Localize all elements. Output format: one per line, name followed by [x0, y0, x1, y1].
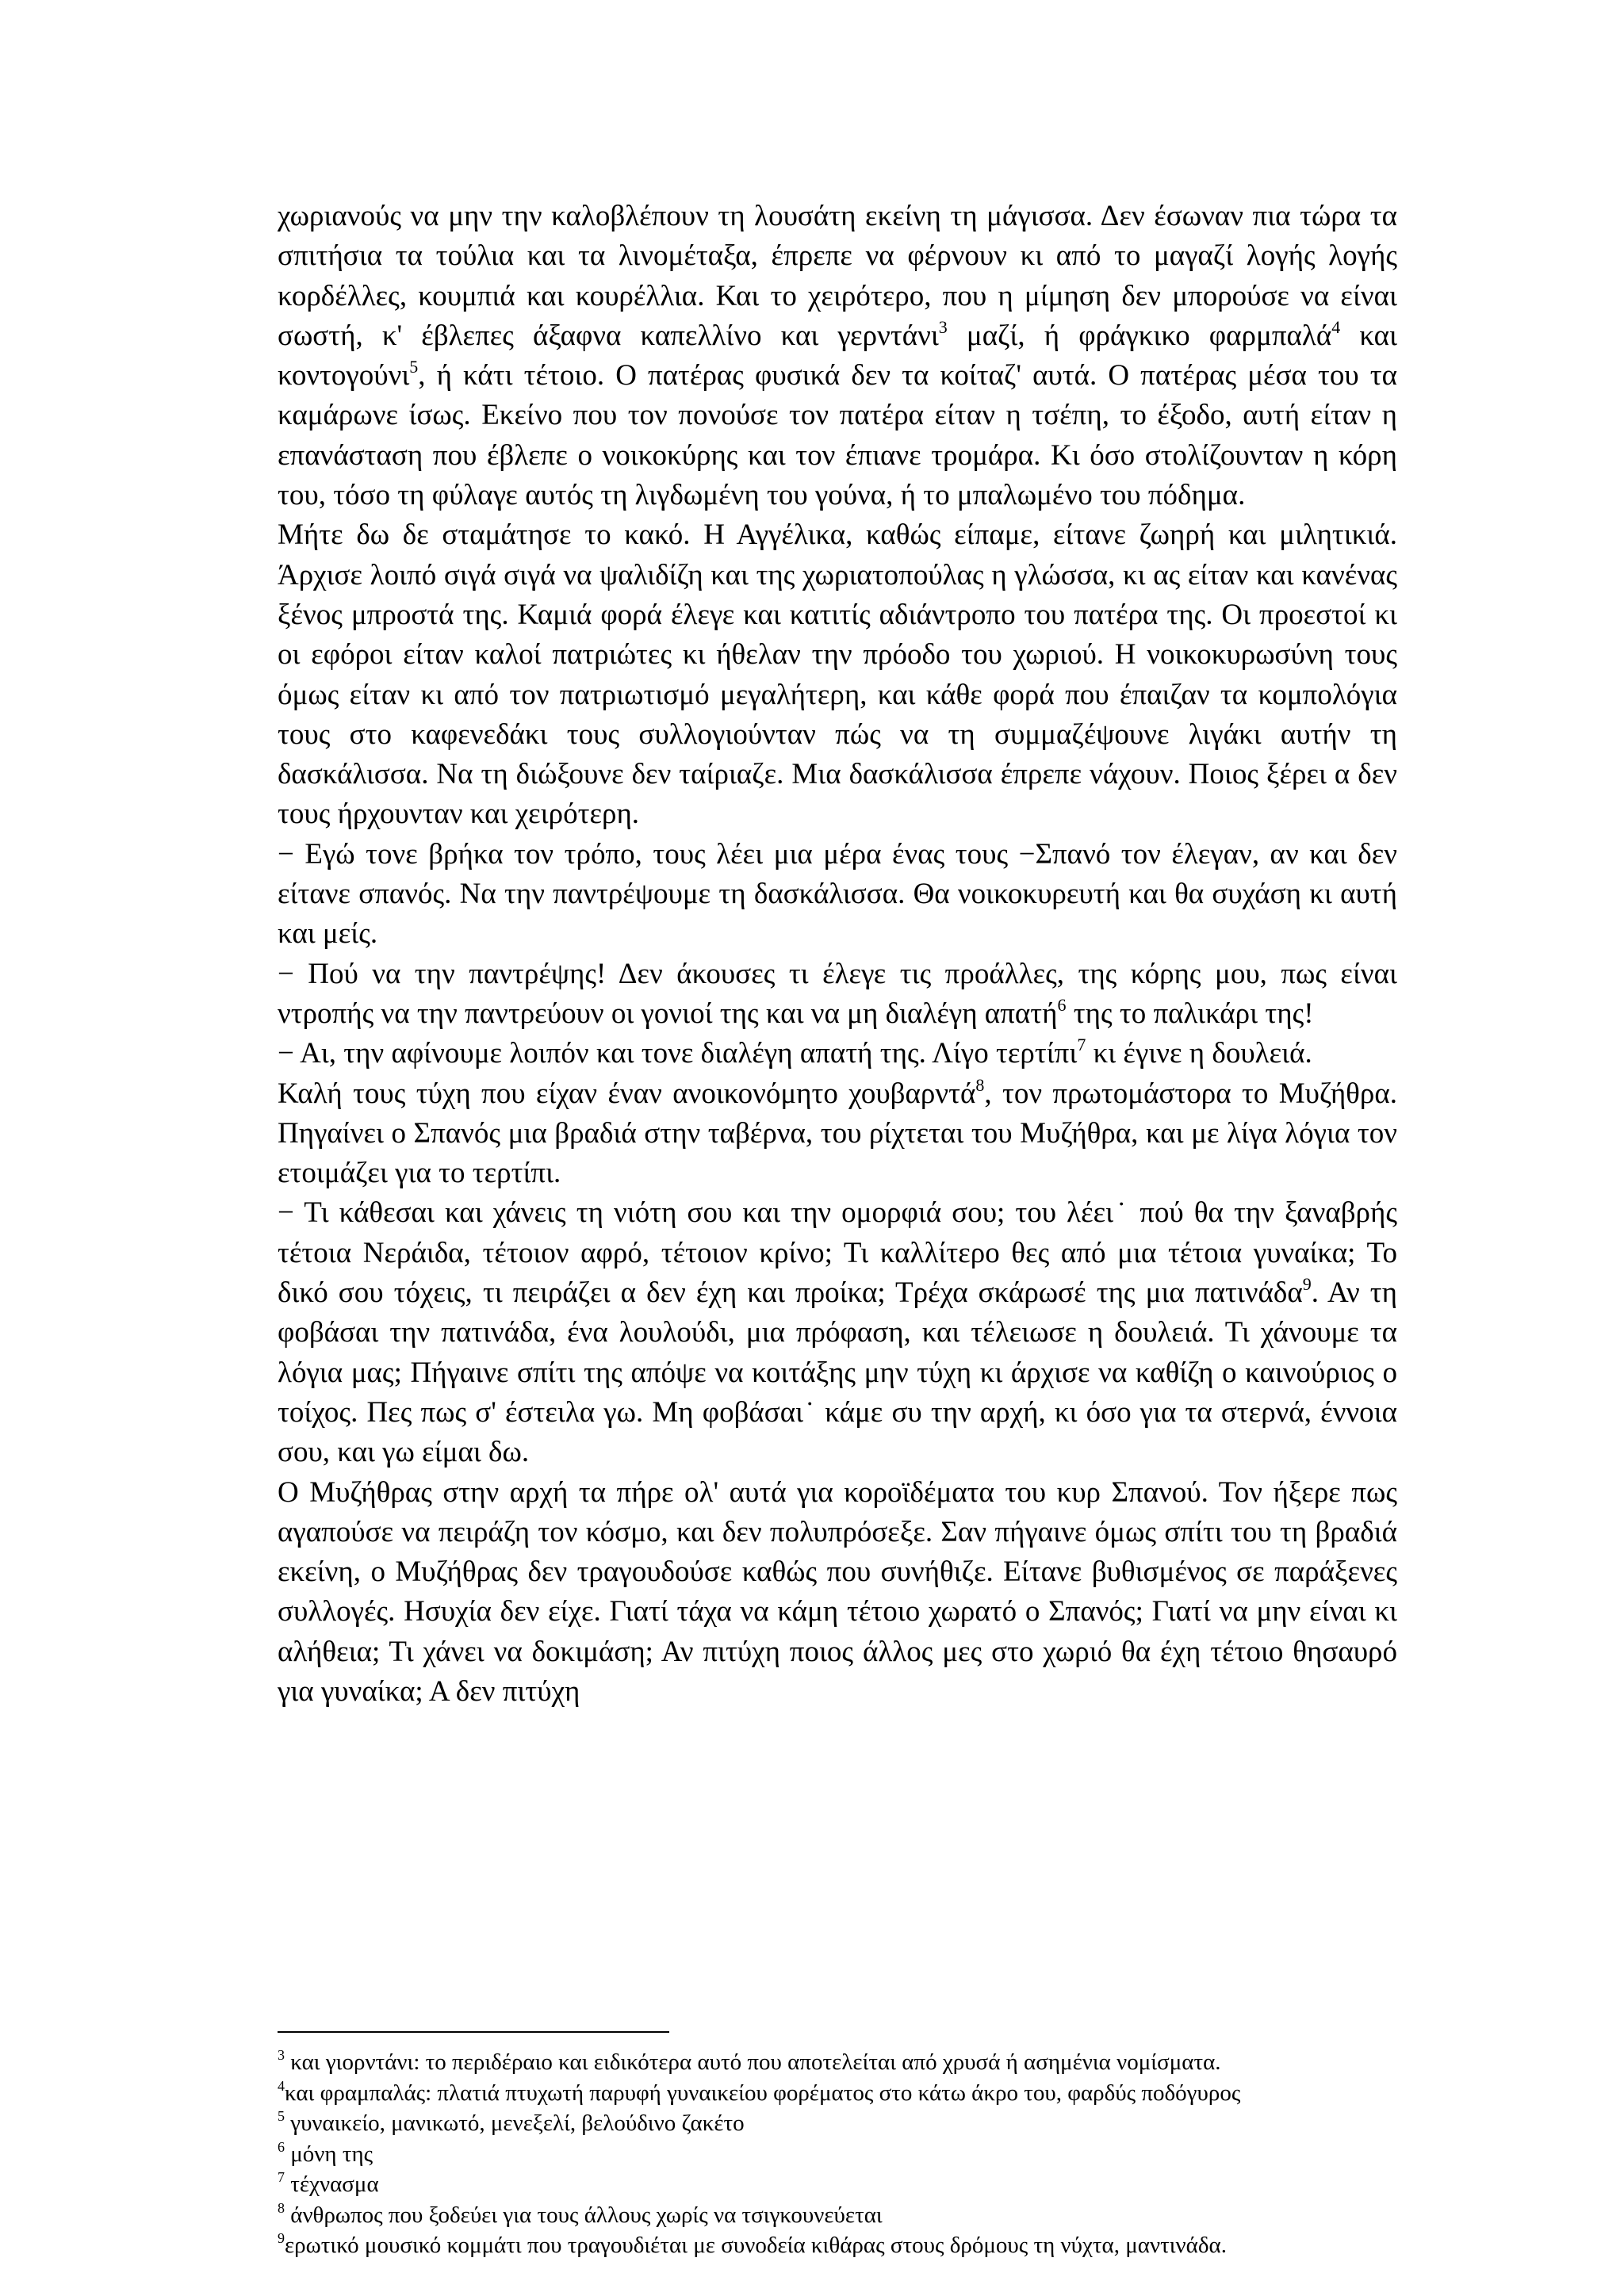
text-run: , τον πρωτομάστορα το Μυζήθρα. Πηγαίνει ο Σπανός μια βραδιά στην ταβέρνα, του ρίχτεται του Μυζήθρα, και με λίγα λόγια τον ετοιμάζει για το τερτίπι. — [278, 1077, 1397, 1190]
footnote-ref: 8 — [975, 1074, 985, 1095]
footnote-number: 9 — [278, 2230, 285, 2246]
footnote — [278, 2230, 1467, 2261]
footnote-text: μόνη της — [285, 2141, 373, 2167]
footnote-number: 8 — [278, 2199, 285, 2216]
footnote-ref: 5 — [409, 357, 419, 377]
text-run: Μήτε δω δε σταμάτησε το κακό. Η Αγγέλικα, καθώς είπαμε, είτανε ζωηρή και μιλητικιά. Άρχισε λοιπό σιγά σιγά να ψαλιδίζη και της χωριατοπούλας η γλώσσα, κι ας είταν και κανένας ξένος μπροστά της. Καμιά φορά έλεγε και κατιτίς αδιάντροπο του πατέρα της. Οι προεστοί κι οι εφόροι είταν καλοί πατριώτες κι ήθελαν την πρόοδο του χωριού. Η νοικοκυρωσύνη τους όμως είταν κι από τον πατριωτισμό μεγαλήτερη, και κάθε φορά που έπαιζαν τα κομπολόγια τους στο καφενεδάκι τους συλλογιούνταν πώς να τη συμμαζέψουνε λιγάκι αυτήν τη δασκάλισσα. Να τη διώξουνε δεν ταίριαζε. Μια δασκάλισσα έπρεπε νάχουν. Ποιος ξέρει α δεν τους ήρχουνταν και χειρότερη. — [278, 519, 1397, 831]
text-run: − Τι κάθεσαι και χάνεις τη νιότη σου και την ομορφιά σου; του λέει˙ πού θα την ξαναβρής τέτοια Νεράιδα, τέτοιον αφρό, τέτοιον κρίνο; Τι καλλίτερο θες από μια τέτοια γυναίκα; Το δικό σου τόχεις, τι πειράζει α δεν έχη και προίκα; Τρέχα σκάρωσέ της μια πατινάδα — [278, 1196, 1397, 1310]
text-run: . Αν τη φοβάσαι την πατινάδα, ένα λουλούδι, μια πρόφαση, και τέλειωσε η δουλειά. Τι χάνουμε τα λόγια μας; Πήγαινε σπίτι της απόψε να κοιτάξης μην τύχη κι άρχισε να καθίζη ο καινούριος ο τοίχος. Πες πως σ' έστειλα γω. Μη φοβάσαι˙ κάμε συ την αρχή, κι όσο για τα στερνά, έννοια σου, και γω είμαι δω. — [278, 1276, 1397, 1469]
text-run: χωριανούς να μην την καλοβλέπουν τη λουσάτη εκείνη τη μάγισσα. Δεν έσωναν πια τώρα τα σπιτήσια τα τούλια και τα λινομέταξα, έπρεπε να φέρνουν κι από το μαγαζί λογής λογής κορδέλλες, κουμπιά και κουρέλλια. Και το χειρότερο, που η μίμηση δεν μπορούσε να είναι σωστή, κ' έβλεπες άξαφνα καπελλίνο και γερντάνι — [278, 200, 1397, 352]
paragraph — [278, 1074, 1397, 1194]
footnote — [278, 2139, 1467, 2170]
footnote-number: 3 — [278, 2047, 285, 2063]
footnote — [278, 2169, 1467, 2200]
text-run: Ο Μυζήθρας στην αρχή τα πήρε ολ' αυτά για κοροϊδέματα του κυρ Σπανού. Τον ήξερε πως αγαπούσε να πειράζη τον κόσμο, και δεν πολυπρόσεξε. Σαν πήγαινε όμως σπίτι του τη βραδιά εκείνη, ο Μυζήθρας δεν τραγουδούσε καθώς που συνήθιζε. Είτανε βυθισμένος σε παράξενες συλλογές. Ησυχία δεν είχε. Γιατί τάχα να κάμη τέτοιο χωρατό ο Σπανός; Γιατί να μην είναι κι αλήθεια; Τι χάνει να δοκιμάση; Αν πιτύχη ποιος άλλος μες στο χωριό θα έχη τέτοιο θησαυρό για γυναίκα; Α δεν πιτύχη — [278, 1475, 1397, 1708]
footnote-separator — [278, 2031, 669, 2033]
paragraph — [278, 955, 1397, 1035]
paragraph — [278, 835, 1397, 955]
paragraph — [278, 1193, 1397, 1472]
footnote-ref: 6 — [1057, 994, 1067, 1015]
footnote-ref: 9 — [1302, 1274, 1312, 1295]
footnote-text: ερωτικό μουσικό κομμάτι που τραγουδιέται με συνοδεία κιθάρας στους δρόμους τη νύχτα, μαντινάδα. — [285, 2233, 1227, 2258]
footnotes — [278, 2047, 1467, 2261]
footnote-number: 7 — [278, 2169, 285, 2185]
footnote — [278, 2078, 1467, 2109]
footnote-number: 6 — [278, 2138, 285, 2155]
footnote-ref: 7 — [1077, 1035, 1086, 1055]
footnote-text: άνθρωπος που ξοδεύει για τους άλλους χωρίς να τσιγκουνεύεται — [285, 2202, 883, 2228]
text-run: − Πού να την παντρέψης! Δεν άκουσες τι έλεγε τις προάλλες, της κόρης μου, πως είναι ντροπής να την παντρεύουν οι γονιοί της και να μη διαλέγη απατή — [278, 957, 1397, 1030]
footnote-ref: 3 — [938, 316, 948, 337]
body-text — [278, 197, 1397, 1712]
footnote-number: 4 — [278, 2077, 285, 2094]
footnote-text: και γιορντάνι: το περιδέραιο και ειδικότερα αυτό που αποτελείται από χρυσά ή ασημένια νομίσματα. — [285, 2049, 1221, 2075]
paragraph — [278, 515, 1397, 834]
footnote-text: γυναικείο, μανικωτό, μενεξελί, βελούδινο ζακέτο — [285, 2110, 745, 2136]
paragraph — [278, 1473, 1397, 1712]
footnote-text: και φραμπαλάς: πλατιά πτυχωτή παρυφή γυναικείου φορέματος στο κάτω άκρο του, φαρδύς ποδόγυρος — [285, 2080, 1241, 2106]
footnote-number: 5 — [278, 2108, 285, 2124]
footnote — [278, 2108, 1467, 2139]
footnote — [278, 2200, 1467, 2231]
footnote — [278, 2047, 1467, 2078]
text-run: , ή κάτι τέτοιο. Ο πατέρας φυσικά δεν τα κοίταζ' αυτά. Ο πατέρας μέσα του τα καμάρωνε ίσως. Εκείνο που τον πονούσε τον πατέρα είταν η τσέπη, το έξοδο, αυτή είταν η επανάσταση που έβλεπε ο νοικοκύρης και τον έπιανε τρομάρα. Κι όσο στολίζουνταν η κόρη του, τόσο τη φύλαγε αυτός τη λιγδωμένη του γούνα, ή το μπαλωμένο του πόδημα. — [278, 359, 1397, 512]
text-run: της το παλικάρι της! — [1066, 997, 1314, 1030]
paragraph — [278, 1034, 1397, 1073]
footnote-text: τέχνασμα — [285, 2172, 379, 2197]
text-run: Καλή τους τύχη που είχαν έναν ανοικονόμητο χουβαρντά — [278, 1077, 976, 1110]
text-run: − Αι, την αφίνουμε λοιπόν και τονε διαλέγη απατή της. Λίγο τερτίπι — [278, 1037, 1078, 1070]
text-run: και κοντογούνι — [278, 319, 1398, 392]
paragraph — [278, 197, 1397, 515]
text-run: κι έγινε η δουλειά. — [1086, 1037, 1312, 1070]
footnote-ref: 4 — [1331, 316, 1341, 337]
text-run: − Εγώ τονε βρήκα τον τρόπο, τους λέει μια μέρα ένας τους −Σπανό τον έλεγαν, αν και δεν είτανε σπανός. Να την παντρέψουμε τη δασκάλισσα. Θα νοικοκυρευτή και θα συχάση κι αυτή και μείς. — [278, 837, 1397, 951]
text-run: μαζί, ή φράγκικο φαρμπαλά — [947, 319, 1332, 352]
